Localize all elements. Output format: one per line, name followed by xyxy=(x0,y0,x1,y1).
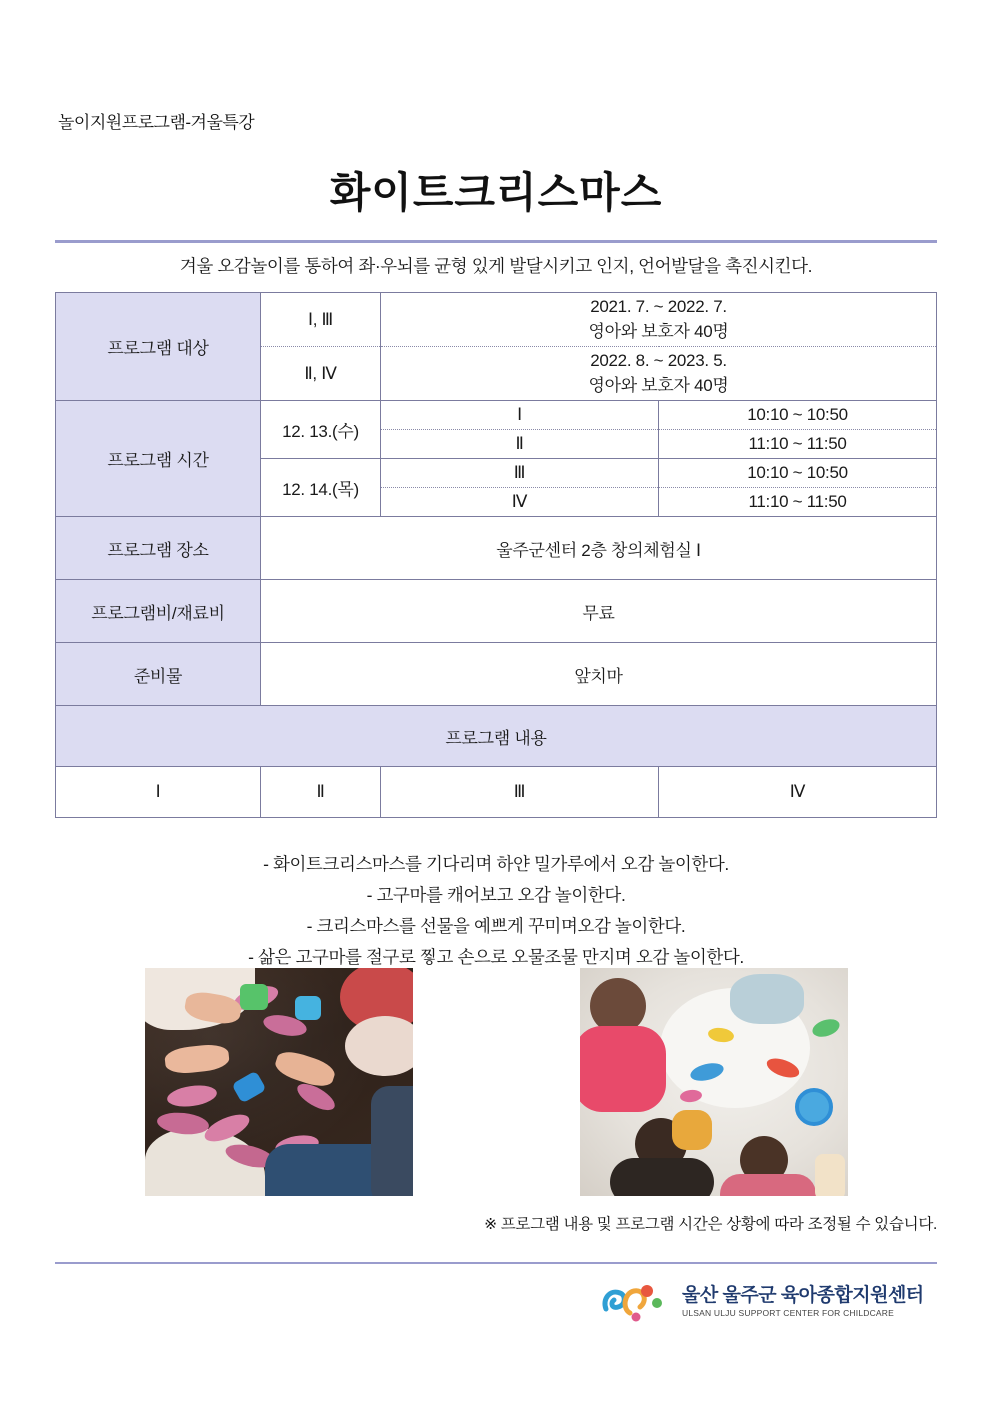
schedule-time-4: 11:10 ~ 11:50 xyxy=(659,488,937,517)
sweet-potato-digging-photo xyxy=(145,968,413,1196)
footnote: ※ 프로그램 내용 및 프로그램 시간은 상황에 따라 조정될 수 있습니다. xyxy=(484,1216,937,1233)
row-value-fee: 무료 xyxy=(261,580,937,643)
footer-text-block xyxy=(682,1285,924,1319)
table-row xyxy=(56,517,937,580)
page-title: 화이트크리스마스 xyxy=(329,169,663,216)
top-divider xyxy=(55,240,937,243)
photo-row xyxy=(55,968,937,1196)
center-logo-icon xyxy=(600,1279,672,1325)
row-label-schedule: 프로그램 시간 xyxy=(56,401,261,517)
schedule-roman-1: Ⅰ xyxy=(381,401,659,430)
program-info-table xyxy=(55,292,937,818)
photo-right-surface xyxy=(580,968,848,1196)
target-detail-2-line1: 2022. 8. ~ 2023. 5. xyxy=(590,351,727,370)
organization-name-en: ULSAN ULJU SUPPORT CENTER FOR CHILDCARE xyxy=(682,1308,894,1319)
row-label-supplies: 준비물 xyxy=(56,643,261,706)
schedule-roman-4: Ⅳ xyxy=(381,488,659,517)
content-line-3: - 크리스마스를 선물을 예쁘게 꾸미며오감 놀이한다. xyxy=(306,916,686,936)
table-row xyxy=(56,706,937,767)
content-line-2: - 고구마를 캐어보고 오감 놀이한다. xyxy=(366,885,626,905)
organization-name: 울산 울주군 육아종합지원센터 xyxy=(682,1285,924,1307)
content-column-3: Ⅲ xyxy=(381,767,659,818)
schedule-date-2: 12. 14.(목) xyxy=(261,459,381,517)
schedule-roman-2: Ⅱ xyxy=(381,430,659,459)
schedule-time-1: 10:10 ~ 10:50 xyxy=(659,401,937,430)
content-line-1: - 화이트크리스마스를 기다리며 하얀 밀가루에서 오감 놀이한다. xyxy=(263,854,729,874)
content-section-header: 프로그램 내용 xyxy=(56,706,937,767)
table-row xyxy=(56,580,937,643)
row-value-supplies: 앞치마 xyxy=(261,643,937,706)
schedule-roman-3: Ⅲ xyxy=(381,459,659,488)
row-value-place: 울주군센터 2층 창의체험실 Ⅰ xyxy=(261,517,937,580)
footer xyxy=(600,1272,940,1332)
target-detail-1 xyxy=(381,293,937,347)
table-row xyxy=(56,643,937,706)
row-label-fee: 프로그램비/재료비 xyxy=(56,580,261,643)
schedule-time-3: 10:10 ~ 10:50 xyxy=(659,459,937,488)
row-label-place: 프로그램 장소 xyxy=(56,517,261,580)
content-line-4: - 삶은 고구마를 절구로 찧고 손으로 오물조물 만지며 오감 놀이한다. xyxy=(248,947,744,967)
content-column-2: Ⅱ xyxy=(261,767,381,818)
row-label-target: 프로그램 대상 xyxy=(56,293,261,401)
target-group-2: Ⅱ, Ⅳ xyxy=(261,347,381,401)
target-detail-1-line1: 2021. 7. ~ 2022. 7. xyxy=(590,297,727,316)
schedule-time-2: 11:10 ~ 11:50 xyxy=(659,430,937,459)
flour-play-photo xyxy=(580,968,848,1196)
photo-left-surface xyxy=(145,968,413,1196)
target-detail-2-line2: 영아와 보호자 40명 xyxy=(588,376,729,395)
content-column-4: Ⅳ xyxy=(659,767,937,818)
schedule-date-1: 12. 13.(수) xyxy=(261,401,381,459)
content-column-1: Ⅰ xyxy=(56,767,261,818)
bottom-divider xyxy=(55,1262,937,1264)
table-row xyxy=(56,767,937,818)
document-subtitle: 겨울 오감놀이를 통하여 좌·우뇌를 균형 있게 발달시키고 인지, 언어발달을 촉진시킨다. xyxy=(179,256,813,276)
target-detail-2 xyxy=(381,347,937,401)
table-row xyxy=(56,401,937,430)
document-kicker: 놀이지원프로그램-겨울특강 xyxy=(58,113,255,132)
target-group-1: Ⅰ, Ⅲ xyxy=(261,293,381,347)
table-row xyxy=(56,293,937,347)
target-detail-1-line2: 영아와 보호자 40명 xyxy=(588,322,729,341)
